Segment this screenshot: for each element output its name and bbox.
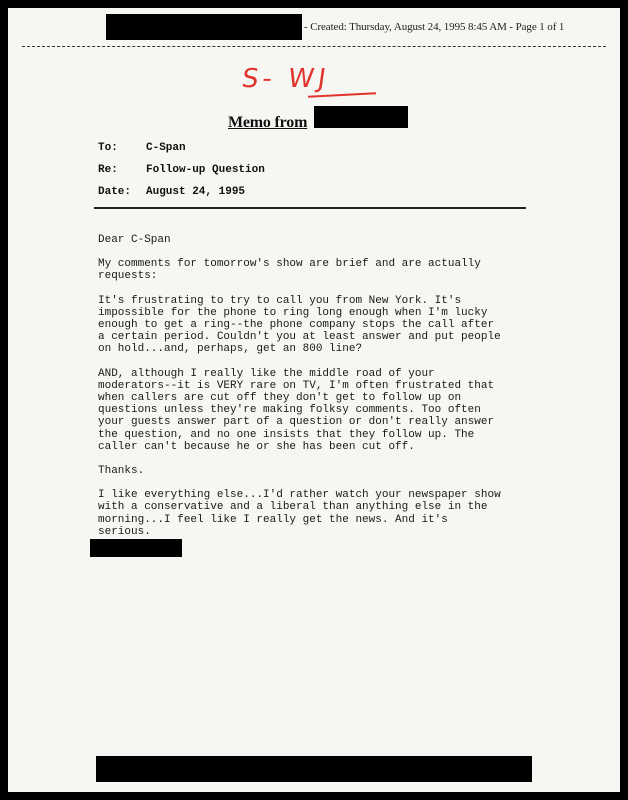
field-label: Re: (98, 164, 118, 176)
memo-title: Memo from (228, 114, 308, 131)
field-re (98, 164, 265, 176)
redacted-header-block (106, 14, 302, 40)
field-date (98, 186, 245, 198)
salutation: Dear C-Span (98, 234, 171, 246)
paragraph: I like everything else...I'd rather watch your newspaper show with a conservative and a liberal than anything else in the morning...I feel like I really get the news. And it's serious. (98, 489, 501, 538)
redacted-signature (90, 539, 182, 557)
field-value: August 24, 1995 (146, 186, 246, 198)
field-value: Follow-up Question (146, 164, 265, 176)
field-label: Date: (98, 186, 132, 198)
header-rule (94, 207, 526, 209)
paragraph: It's frustrating to try to call you from New York. It's impossible for the phone to ring long enough when I'm lucky enough to get a ring--the phone company stops the call after a certain period. Couldn't you at least answer and put people on hold...and, perhaps, get an 800 line? (98, 294, 501, 356)
paragraph: Thanks. (98, 465, 145, 478)
redacted-footer (96, 756, 532, 782)
paragraph: AND, although I really like the middle road of your moderators--it is VERY rare on TV, I'm often frustrated that when callers are cut off they don't get to follow up on questions unless they're making folksy comments. Too often your guests answer part of a question or don't really answer the question, and no one insists that they follow up. The caller can't because he or she has been cut off. (98, 367, 495, 453)
memo-page (8, 8, 620, 792)
created-timestamp: - Created: Thursday, August 24, 1995 8:45 AM - Page 1 of 1 (304, 21, 565, 33)
field-value: C-Span (146, 142, 186, 154)
letter-body (98, 234, 558, 550)
header-divider (22, 46, 606, 47)
field-to (98, 142, 186, 154)
paragraph: My comments for tomorrow's show are brief and are actually requests: (98, 258, 481, 283)
field-label: To: (98, 142, 118, 154)
redacted-sender-name (314, 106, 408, 128)
handwritten-annotation: S- WJ (239, 64, 332, 94)
